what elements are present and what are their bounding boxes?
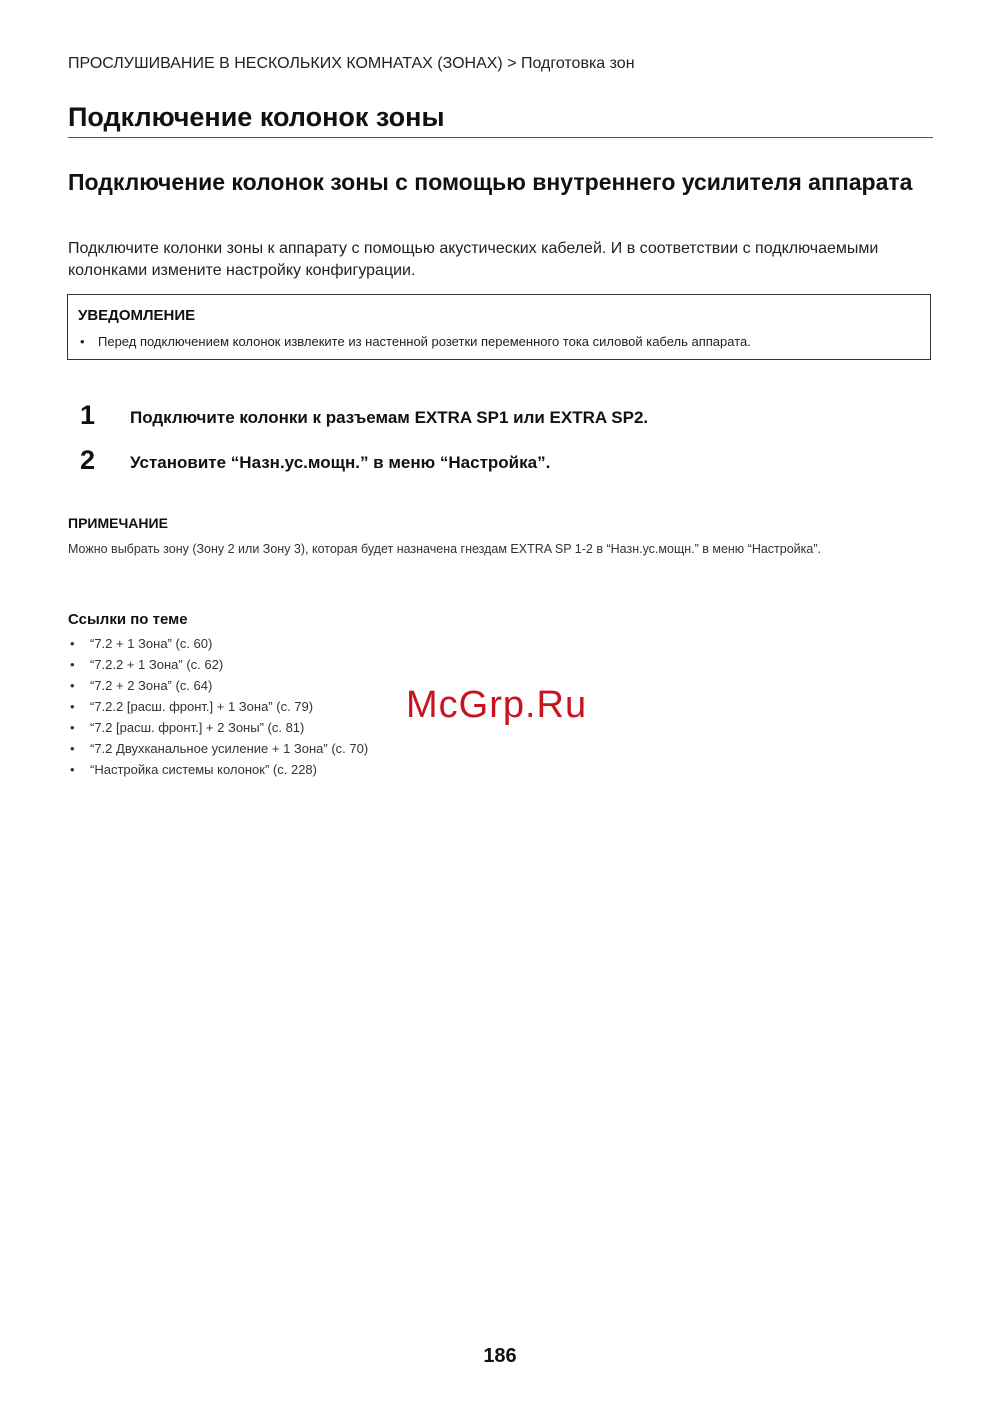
step-2 <box>80 445 940 479</box>
related-link-text[interactable]: “7.2 Двухканальное усиление + 1 Зона” (с. 70) <box>90 741 369 756</box>
note-title: ПРИМЕЧАНИЕ <box>68 515 168 531</box>
step-number: 2 <box>80 445 96 475</box>
section-intro: Подключите колонки зоны к аппарату с помощью акустических кабелей. И в соответствии с подключаемыми колонками измените настройку конфигурации. <box>68 240 879 279</box>
bullet-icon: • <box>70 741 75 756</box>
related-link[interactable] <box>68 697 368 718</box>
related-link[interactable] <box>68 676 368 697</box>
step-text: Установите “Назн.ус.мощн.” в меню “Настройка”. <box>130 453 551 472</box>
related-link[interactable] <box>68 739 368 760</box>
bullet-icon: • <box>70 762 75 777</box>
bullet-icon: • <box>70 720 75 735</box>
notice-item-text: Перед подключением колонок извлеките из настенной розетки переменного тока силовой кабель аппарата. <box>98 334 751 349</box>
bullet-icon: • <box>80 334 85 349</box>
step-1 <box>80 400 940 434</box>
related-link-text[interactable]: “7.2.2 [расш. фронт.] + 1 Зона” (с. 79) <box>90 699 314 714</box>
notice-title: УВЕДОМЛЕНИЕ <box>78 307 196 324</box>
bullet-icon: • <box>70 699 75 714</box>
related-title: Ссылки по теме <box>68 611 188 628</box>
related-link-text[interactable]: “7.2.2 + 1 Зона” (с. 62) <box>90 657 224 672</box>
section-title: Подключение колонок зоны с помощью внутреннего усилителя аппарата <box>68 169 913 195</box>
related-link-text[interactable]: “7.2 + 1 Зона” (с. 60) <box>90 636 213 651</box>
related-link-text[interactable]: “Настройка системы колонок” (с. 228) <box>90 762 317 777</box>
related-link[interactable] <box>68 634 368 655</box>
watermark: McGrp.Ru <box>406 684 588 726</box>
bullet-icon: • <box>70 678 75 693</box>
breadcrumb: ПРОСЛУШИВАНИЕ В НЕСКОЛЬКИХ КОМНАТАХ (ЗОНАХ) > Подготовка зон <box>68 55 635 72</box>
related-links-list <box>68 634 368 781</box>
bullet-icon: • <box>70 657 75 672</box>
related-link[interactable] <box>68 655 368 676</box>
related-link-text[interactable]: “7.2 [расш. фронт.] + 2 Зоны” (с. 81) <box>90 720 305 735</box>
page-title: Подключение колонок зоны <box>68 102 933 138</box>
bullet-icon: • <box>70 636 75 651</box>
notice-box <box>67 294 931 360</box>
step-number: 1 <box>80 400 96 430</box>
notice-item <box>80 334 751 349</box>
page-number: 186 <box>483 1345 517 1367</box>
related-link[interactable] <box>68 760 368 781</box>
related-link-text[interactable]: “7.2 + 2 Зона” (с. 64) <box>90 678 213 693</box>
related-link[interactable] <box>68 718 368 739</box>
step-text: Подключите колонки к разъемам EXTRA SP1 или EXTRA SP2. <box>130 408 649 427</box>
note-text: Можно выбрать зону (Зону 2 или Зону 3), которая будет назначена гнездам EXTRA SP 1-2 в “Назн.ус.мощн.” в меню “Настройка”. <box>68 542 821 556</box>
